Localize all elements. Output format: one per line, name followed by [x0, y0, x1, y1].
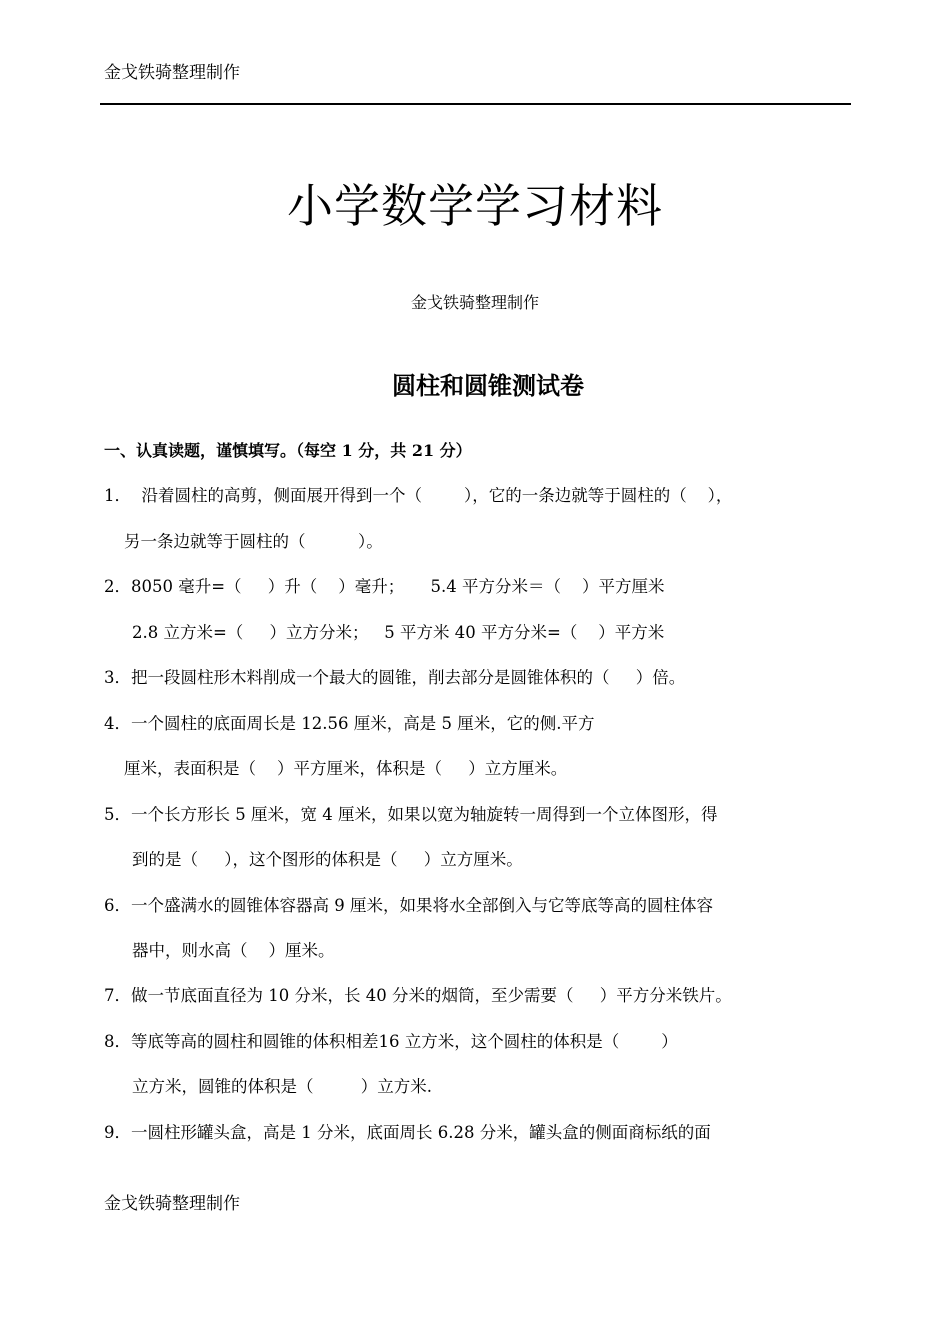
section-heading: 一、认真读题，谨慎填写。（每空 1 分，共 21 分）: [104, 441, 472, 460]
question-line: 7．做一节底面直径为 10 分米，长 40 分米的烟筒，至少需要（ ）平方分米铁片。: [104, 986, 732, 1005]
question-line: 厘米，表面积是（ ）平方厘米，体积是（ ）立方厘米。: [124, 759, 568, 778]
document-main-title: 小学数学学习材料: [287, 179, 663, 233]
question-line: 立方米，圆锥的体积是（ ）立方米.: [132, 1077, 432, 1096]
question-line: 8．等底等高的圆柱和圆锥的体积相差16 立方米，这个圆柱的体积是（ ）: [104, 1032, 678, 1051]
test-title: 圆柱和圆锥测试卷: [392, 371, 584, 400]
question-line: 1． 沿着圆柱的高剪，侧面展开得到一个（ ），它的一条边就等于圆柱的（ ），: [104, 486, 733, 505]
document-subtitle: 金戈铁骑整理制作: [410, 293, 539, 312]
question-line: 另一条边就等于圆柱的（ ）。: [124, 532, 383, 551]
question-line: 4．一个圆柱的底面周长是 12.56 厘米，高是 5 厘米，它的侧.平方: [104, 714, 595, 733]
page-footer-text: 金戈铁骑整理制作: [104, 1194, 240, 1214]
question-line: 器中，则水高（ ）厘米。: [132, 941, 335, 960]
question-line: 6．一个盛满水的圆锥体容器高 9 厘米，如果将水全部倒入与它等底等高的圆柱体容: [104, 896, 713, 915]
question-line: 9．一圆柱形罐头盒，高是 1 分米，底面周长 6.28 分米，罐头盒的侧面商标纸的面: [104, 1123, 711, 1142]
page-header-text: 金戈铁骑整理制作: [104, 63, 240, 83]
header-divider: [100, 103, 851, 105]
question-line: 5．一个长方形长 5 厘米，宽 4 厘米，如果以宽为轴旋转一周得到一个立体图形，得: [104, 805, 718, 824]
question-line: 2．8050 毫升=（ ）升（ ）毫升； 5.4 平方分米＝（ ）平方厘米: [104, 577, 665, 596]
question-line: 到的是（ ），这个图形的体积是（ ）立方厘米。: [132, 850, 523, 869]
question-line: 3．把一段圆柱形木料削成一个最大的圆锥，削去部分是圆锥体积的（ ）倍。: [104, 668, 686, 687]
question-line: 2.8 立方米=（ ）立方分米； 5 平方米 40 平方分米=（ ）平方米: [132, 623, 665, 642]
